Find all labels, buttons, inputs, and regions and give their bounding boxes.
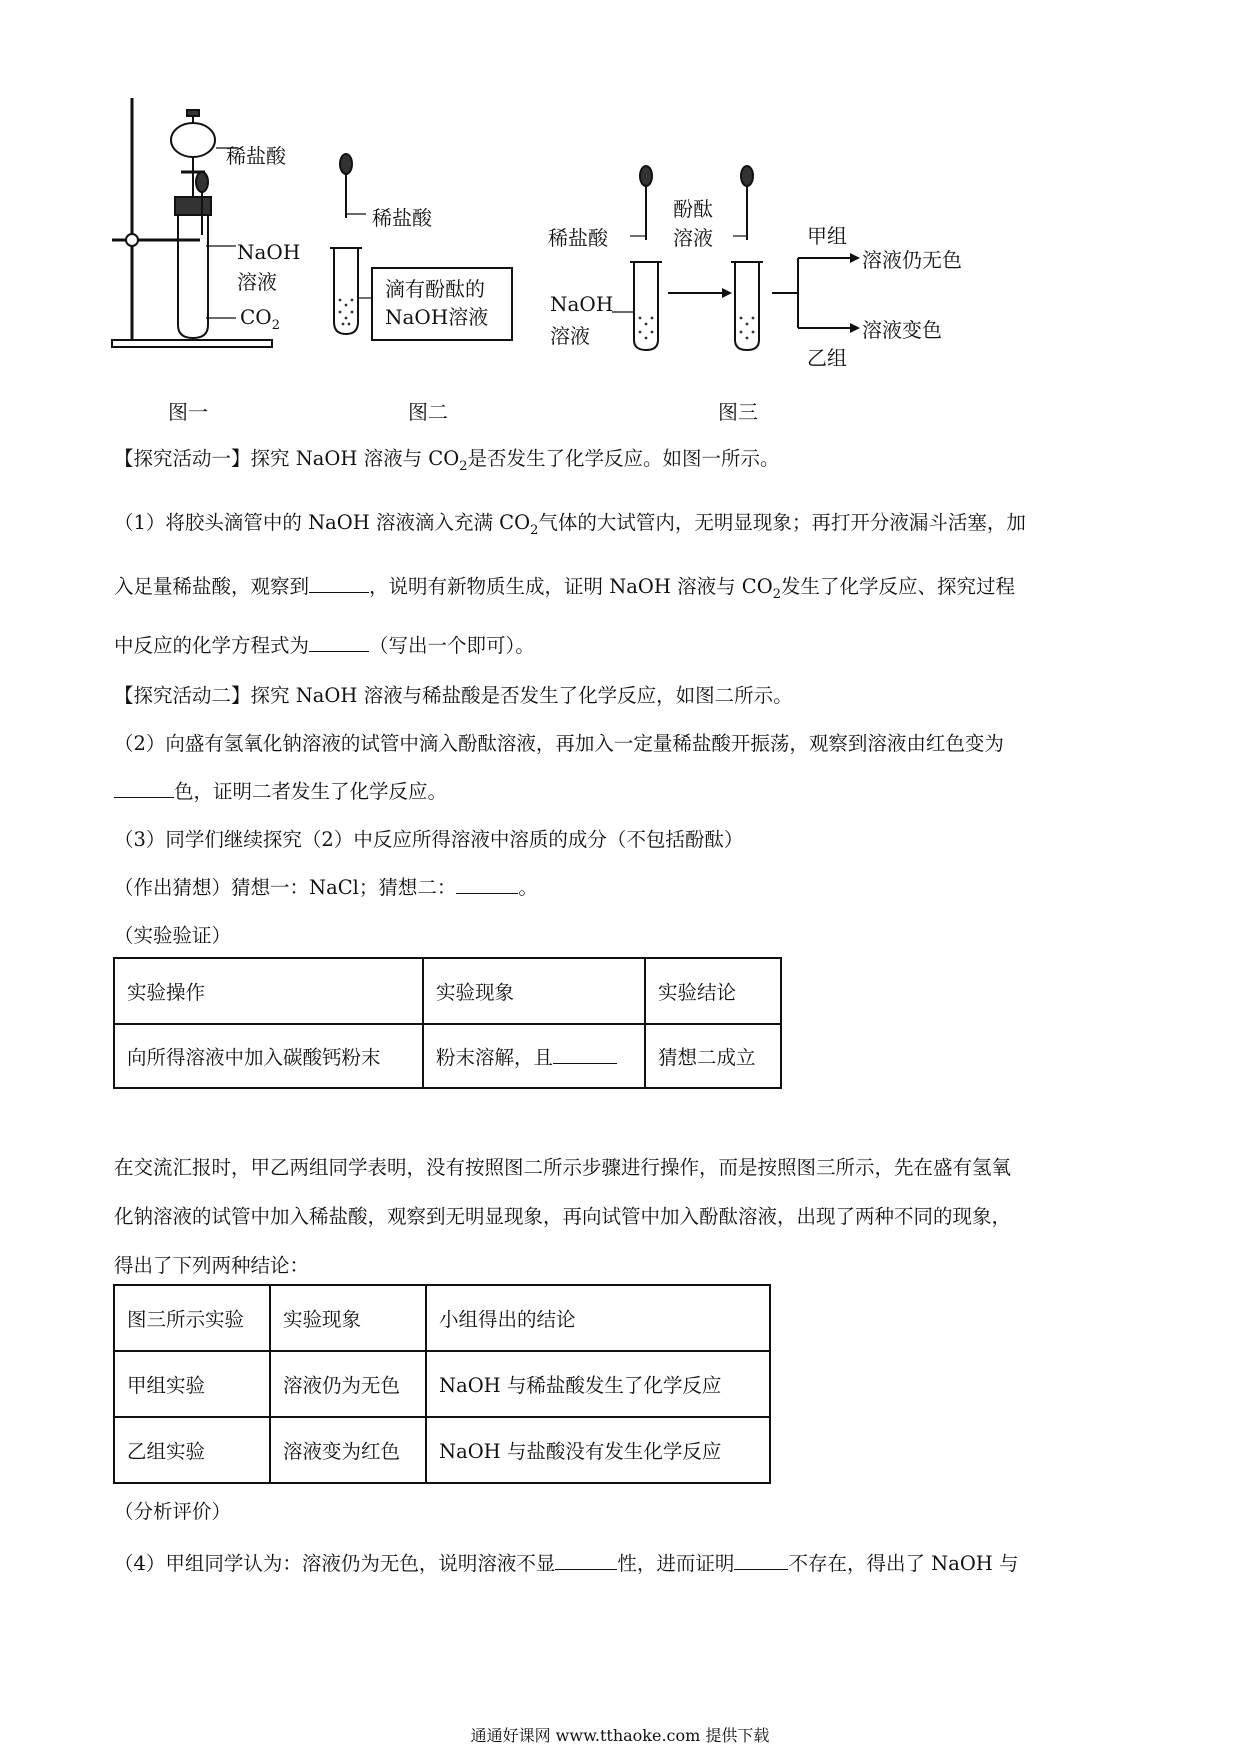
table-cell: NaOH 与稀盐酸发生了化学反应 (426, 1351, 770, 1417)
analysis-heading: （分析评价） (114, 1500, 232, 1523)
fig3-caption: 图三 (718, 400, 758, 424)
table-cell: 猜想二成立 (645, 1024, 781, 1088)
table-header: 实验现象 (270, 1285, 426, 1351)
table-cell: 甲组实验 (114, 1351, 270, 1417)
table-header: 实验现象 (423, 958, 645, 1024)
fig3-result-b: 溶液变色 (862, 318, 942, 342)
fig1-label-co2: $CO_2$ (240, 305, 280, 333)
fig1-label-acid: 稀盐酸 (226, 144, 286, 168)
exchange-line-1: 在交流汇报时，甲乙两组同学表明，没有按照图二所示步骤进行操作，而是按照图三所示，先在盛有氢氧 (114, 1156, 1012, 1179)
fig3-group-b: 乙组 (807, 346, 847, 370)
fig1-label-solution: 溶液 (237, 270, 277, 294)
fig2-box-line2: NaOH溶液 (385, 305, 489, 329)
answer-blank[interactable] (114, 779, 174, 798)
experiment-table (113, 957, 782, 1089)
page-footer: 通通好课网 www.tthaoke.com 提供下载 (470, 1726, 770, 1745)
fig3-apparatus (612, 166, 860, 350)
answer-blank[interactable] (456, 875, 518, 894)
answer-blank[interactable] (309, 633, 369, 652)
fig3-label-naoh: NaOH (550, 292, 614, 316)
answer-blank[interactable] (555, 1551, 617, 1570)
fig1-label-naoh: NaOH (237, 240, 301, 264)
exchange-line-3: 得出了下列两种结论： (114, 1254, 310, 1277)
answer-blank[interactable] (309, 574, 369, 593)
answer-blank[interactable] (734, 1551, 788, 1570)
table-cell: 溶液仍为无色 (270, 1351, 426, 1417)
fig3-result-a: 溶液仍无色 (862, 248, 962, 272)
fig2-caption: 图二 (408, 400, 448, 424)
fig3-label-solution: 溶液 (550, 324, 590, 348)
question-2-line-1: （2）向盛有氢氧化钠溶液的试管中滴入酚酞溶液，再加入一定量稀盐酸开振荡，观察到溶液由红色变为 (114, 732, 1004, 755)
activity-1-heading: 【探究活动一】探究 NaOH 溶液与 $CO_2$是否发生了化学反应。如图一所示。 (114, 447, 780, 474)
table-header: 小组得出的结论 (426, 1285, 770, 1351)
table-row (114, 1351, 770, 1417)
fig3-label-acid: 稀盐酸 (548, 226, 608, 250)
fig3-label-phen-2: 溶液 (673, 226, 713, 250)
question-4: （4）甲组同学认为：溶液仍为无色，说明溶液不显 性，进而证明 不存在，得出了 NaOH 与 (114, 1552, 1019, 1575)
table-header: 实验操作 (114, 958, 423, 1024)
question-1-line-1: （1）将胶头滴管中的 NaOH 溶液滴入充满 $CO_2$气体的大试管内，无明显现象；再打开分液漏斗活塞，加 (114, 511, 1026, 538)
table-cell: 溶液变为红色 (270, 1417, 426, 1483)
table-cell: 向所得溶液中加入碳酸钙粉末 (114, 1024, 423, 1088)
figure-area (0, 0, 1240, 400)
fig1-caption: 图一 (168, 400, 208, 424)
table-row (114, 1417, 770, 1483)
fig3-label-phen-1: 酚酞 (673, 197, 713, 221)
question-1-line-3: 中反应的化学方程式为 （写出一个即可）。 (114, 634, 535, 657)
question-1-line-2: 入足量稀盐酸，观察到 ，说明有新物质生成，证明 NaOH 溶液与 $CO_2$发生了化学反应、探究过程 (114, 575, 1015, 602)
group-results-table (113, 1284, 771, 1484)
verification-heading: （实验验证） (114, 924, 232, 947)
table-header: 实验结论 (645, 958, 781, 1024)
question-3: （3）同学们继续探究（2）中反应所得溶液中溶质的成分（不包括酚酞） (114, 828, 744, 851)
table-cell: 乙组实验 (114, 1417, 270, 1483)
fig3-group-a: 甲组 (807, 224, 847, 248)
fig2-label-acid: 稀盐酸 (372, 206, 432, 230)
answer-blank[interactable] (553, 1045, 617, 1064)
table-header: 图三所示实验 (114, 1285, 270, 1351)
fig2-box-line1: 滴有酚酞的 (385, 277, 485, 301)
table-cell: 粉末溶解，且 (423, 1024, 645, 1088)
activity-2-heading: 【探究活动二】探究 NaOH 溶液与稀盐酸是否发生了化学反应，如图二所示。 (114, 684, 793, 707)
exchange-line-2: 化钠溶液的试管中加入稀盐酸，观察到无明显现象，再向试管中加入酚酞溶液，出现了两种不同的现象， (114, 1205, 1012, 1228)
table-cell: NaOH 与盐酸没有发生化学反应 (426, 1417, 770, 1483)
question-2-line-2: 色，证明二者发生了化学反应。 (114, 776, 447, 804)
hypothesis-line: （作出猜想）猜想一：NaCl；猜想二： 。 (114, 876, 538, 899)
